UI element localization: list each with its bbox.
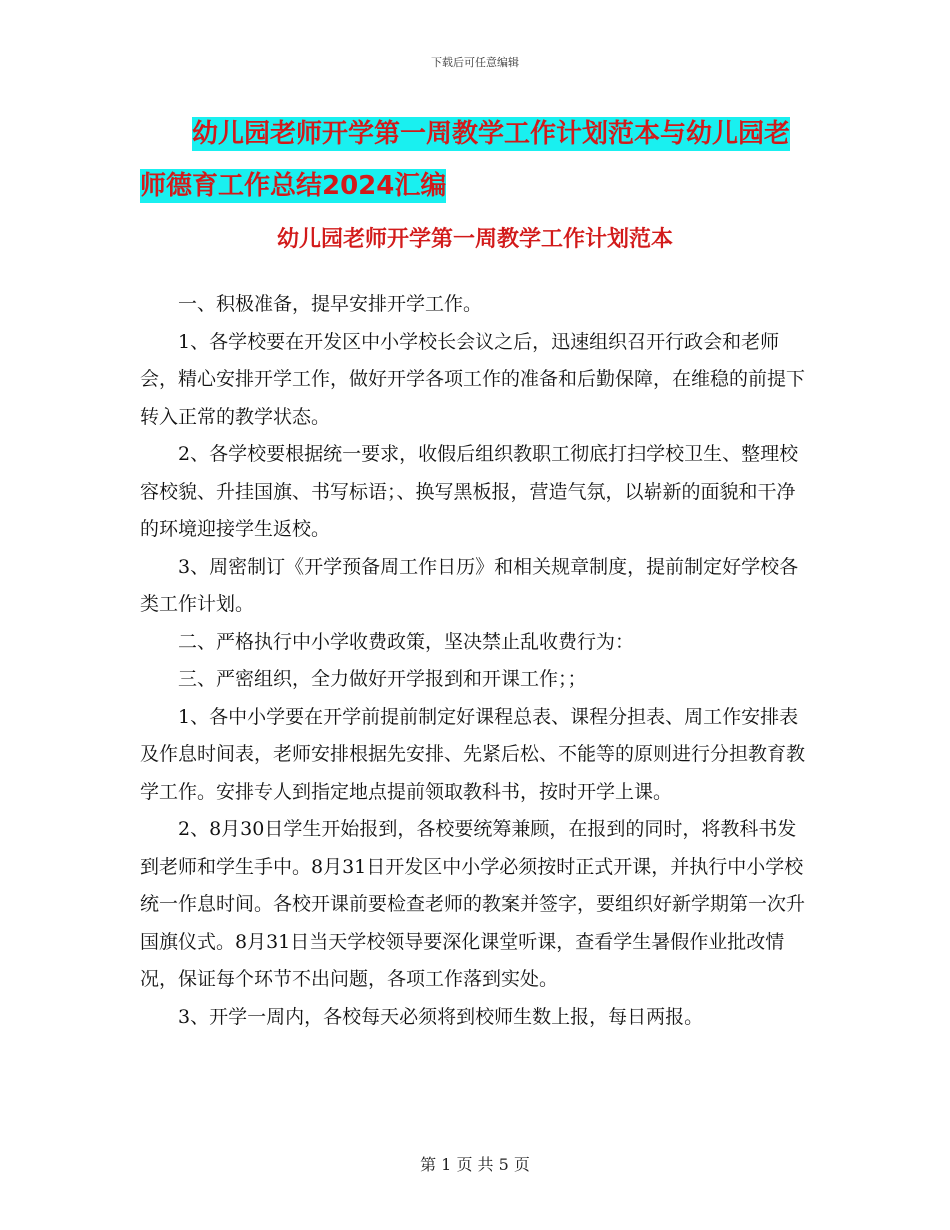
paragraph: 一、积极准备，提早安排开学工作。 — [178, 293, 483, 315]
paragraph: 1、各中小学要在开学前提前制定好课程总表、课程分担表、周工作安排表及作息时间表，老师安排根据先安排、先紧后松、不能等的原则进行分担教育教学工作。安排专人到指定地点提前领取教科书，按时开学上课。 — [140, 705, 806, 803]
paragraph: 3、开学一周内，各校每天必须将到校师生数上报，每日两报。 — [178, 1005, 704, 1028]
paragraph: 1、各学校要在开发区中小学校长会议之后，迅速组织召开行政会和老师会，精心安排开学工作，做好开学各项工作的准备和后勤保障，在维稳的前提下转入正常的教学状态。 — [140, 330, 806, 428]
document-body — [140, 286, 810, 1036]
title-line-1: 幼儿园老师开学第一周教学工作计划范本与幼儿园老 — [192, 119, 791, 149]
paragraph: 3、周密制订《开学预备周工作日历》和相关规章制度，提前制定好学校各类工作计划。 — [140, 555, 799, 615]
paragraph: 二、严格执行中小学收费政策，坚决禁止乱收费行为： — [178, 630, 635, 653]
section-title: 幼儿园老师开学第一周教学工作计划范本 — [276, 227, 673, 252]
document-title — [140, 108, 820, 212]
paragraph: 2、各学校要根据统一要求，收假后组织教职工彻底打扫学校卫生、整理校容校貌、升挂国旗、书写标语；、换写黑板报，营造气氛，以崭新的面貌和干净的环境迎接学生返校。 — [140, 443, 799, 540]
paragraph: 2、8月30日学生开始报到，各校要统筹兼顾，在报到的同时，将教科书发到老师和学生手中。8月31日开发区中小学必须按时正式开课，并执行中小学校统一作息时间。各校开课前要检查老师的教案并签字，要组织好新学期第一次升国旗仪式。8月31日当天学校领导要深化课堂听课，查看学生暑假作业批改情况，保证每个环节不出问题，各项工作落到实处。 — [140, 818, 806, 990]
title-line-2: 师德育工作总结2024汇编 — [140, 171, 447, 201]
header-note: 下载后可任意编辑 — [431, 56, 519, 69]
page-number: 第 1 页 共 5 页 — [420, 1155, 530, 1174]
paragraph: 三、严密组织，全力做好开学报到和开课工作；； — [178, 668, 587, 690]
